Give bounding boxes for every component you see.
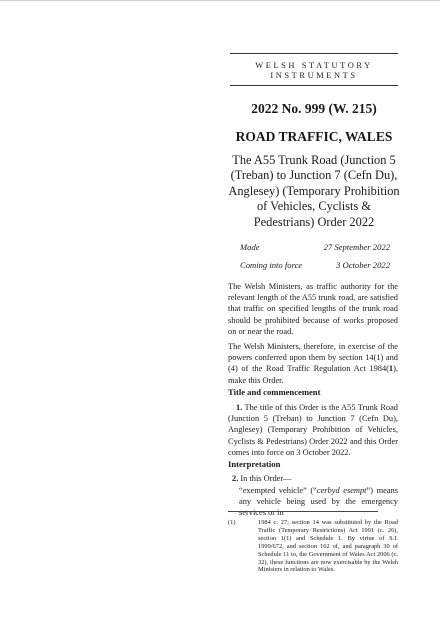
footnote-marker: (1) bbox=[228, 519, 236, 526]
preamble-paragraph-1: The Welsh Ministers, as traffic authority for the relevant length of the A55 trunk road, are satisfied that traffic on specified lengths of the trunk road should be prohibited because of works proposed on or near the road. bbox=[228, 282, 398, 336]
article-1-text: The title of this Order is the A55 Trunk Road (Junction 5 (Treban) to Junction 7 (Cefn Du), Anglesey) (Temporary Prohibition of Vehicles, Cyclists & Pedestrians) Order 2022 and this Order comes into force on 3 October 2022. bbox=[228, 403, 398, 457]
definition-term: “exempted vehicle” (“ bbox=[239, 486, 317, 495]
series-heading: WELSH STATUTORY INSTRUMENTS bbox=[255, 61, 373, 80]
article-1 bbox=[228, 402, 398, 458]
section-heading-title-commencement: Title and commencement bbox=[228, 387, 321, 397]
footnote-ref-link[interactable]: 1 bbox=[388, 364, 394, 374]
header-rule-top bbox=[230, 53, 398, 54]
made-value: 27 September 2022 bbox=[323, 242, 390, 252]
coming-into-force-row bbox=[240, 260, 390, 270]
preamble-paragraph-2 bbox=[228, 341, 398, 386]
section-heading-interpretation: Interpretation bbox=[228, 459, 281, 469]
coming-into-force-value: 3 October 2022 bbox=[336, 260, 390, 270]
made-label: Made bbox=[240, 242, 260, 252]
article-2-number: 2. bbox=[232, 474, 239, 483]
definition-text: ”) means any vehicle being used by the emergency services or in bbox=[239, 486, 398, 518]
instrument-number: 2022 No. 999 (W. 215) bbox=[251, 101, 377, 116]
order-title: The A55 Trunk Road (Junction 5 (Treban) to Junction 7 (Cefn Du), Anglesey) (Temporary Prohibition of Vehicles, Cyclists & Pedestrians) Order 2022 bbox=[228, 153, 400, 229]
article-1-number: 1. bbox=[236, 403, 243, 412]
preamble-2-text-end: ), make this Order. bbox=[228, 364, 398, 385]
made-date-row bbox=[240, 242, 390, 252]
footnote-text: 1984 c. 27; section 14 was substituted by the Road Traffic (Temporary Restrictions) Act 1991 (c. 26), section 1(1) and Schedule 1. By virtue of S.I. 1999/672, and section 162 of, and paragraph 30 of Schedule 11 to, the Government of Wales Act 2006 (c. 32), these functions are now exercisable by the Welsh Ministers in relation to Wales. bbox=[258, 519, 398, 574]
article-2 bbox=[232, 473, 398, 484]
definition-welsh-term: cerbyd esempt bbox=[316, 486, 367, 495]
coming-into-force-label: Coming into force bbox=[240, 260, 303, 270]
definition-exempted-vehicle bbox=[239, 485, 398, 519]
footnote-rule bbox=[228, 511, 378, 512]
subject-heading: ROAD TRAFFIC, WALES bbox=[235, 129, 393, 144]
preamble-2-text: The Welsh Ministers, therefore, in exercise of the powers conferred upon them by section 14(1) and (4) of the Road Traffic Regulation Act 1984( bbox=[228, 342, 398, 374]
header-rule-bottom bbox=[230, 85, 398, 86]
article-2-text: In this Order— bbox=[238, 474, 292, 483]
